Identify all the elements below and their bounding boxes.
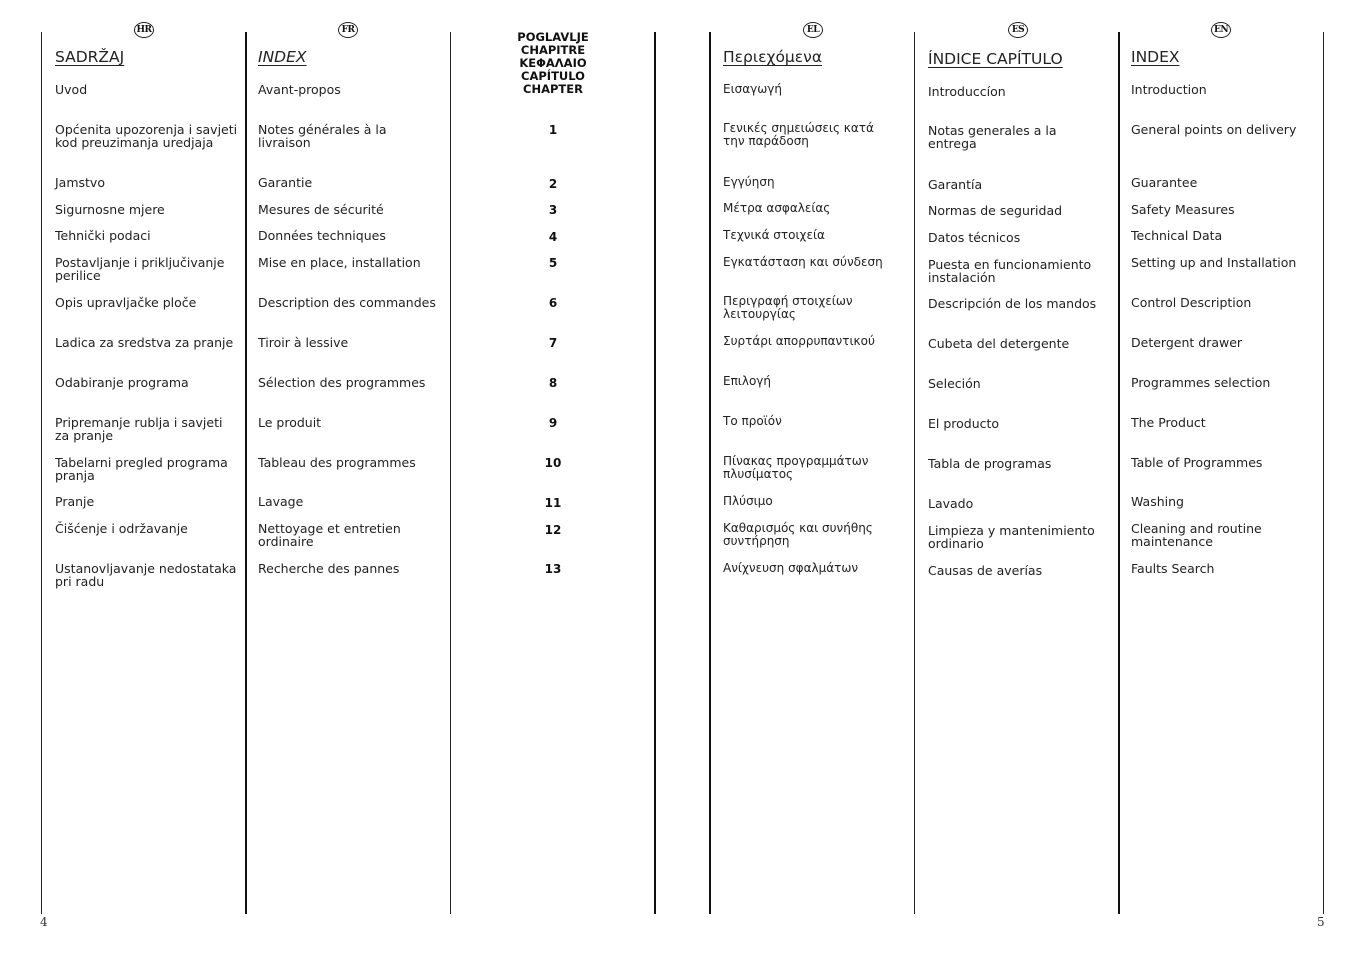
page-title-el: Περιεχόμενα [723, 48, 823, 66]
toc-item[interactable]: Faults Search [1131, 561, 1215, 576]
toc-item[interactable]: Πίνακας προγραμμάτων πλυσίματος [723, 454, 869, 481]
toc-item[interactable]: Programmes selection [1131, 375, 1271, 390]
toc-item[interactable]: Sélection des programmes [258, 375, 426, 390]
column-divider [709, 32, 711, 914]
column-divider [41, 32, 42, 914]
toc-item[interactable]: Notes générales à la livraison [258, 122, 387, 150]
toc-item[interactable]: Επιλογή [723, 374, 772, 388]
page-title-fr: INDEX [258, 48, 307, 66]
chapter-header [503, 31, 603, 96]
toc-item[interactable]: Εισαγωγή [723, 82, 783, 96]
toc-item[interactable]: Tabla de programas [928, 456, 1052, 471]
toc-item[interactable]: Ustanovljavanje nedostataka pri radu [55, 561, 237, 589]
toc-item[interactable]: Le produit [258, 415, 322, 430]
toc-item[interactable]: Postavljanje i priključivanje perilice [55, 255, 225, 283]
chapter-header-line: POGLAVLJE [517, 30, 589, 44]
chapter-header-line: CHAPTER [523, 82, 583, 96]
toc-item[interactable]: Εγκατάσταση και σύνδεση [723, 255, 883, 269]
page-title-hr: SADRŽAJ [55, 48, 125, 66]
toc-item[interactable]: Cleaning and routine maintenance [1131, 521, 1262, 549]
toc-item[interactable]: Το προϊόν [723, 414, 782, 428]
chapter-number: 9 [548, 416, 558, 430]
chapter-number: 3 [548, 203, 558, 217]
toc-item[interactable]: Puesta en funcionamiento instalación [928, 257, 1092, 285]
chapter-header-line: ΚΕΦΑΛΑΙΟ [519, 56, 587, 70]
column-divider [1118, 32, 1120, 914]
chapter-number: 6 [548, 296, 558, 310]
toc-item[interactable]: Tableau des programmes [258, 455, 416, 470]
page-number-right: 5 [1317, 915, 1325, 929]
chapter-number: 8 [548, 376, 558, 390]
toc-item[interactable]: Recherche des pannes [258, 561, 400, 576]
column-divider [654, 32, 656, 914]
toc-item[interactable]: Control Description [1131, 295, 1252, 310]
page-number-left: 4 [40, 915, 48, 929]
toc-item[interactable]: Setting up and Installation [1131, 255, 1297, 270]
toc-item[interactable]: Općenita upozorenja i savjeti kod preuzimanja uredjaja [55, 122, 238, 150]
toc-item[interactable]: Avant-propos [258, 82, 341, 97]
toc-item[interactable]: Uvod [55, 82, 88, 97]
toc-item[interactable]: General points on delivery [1131, 122, 1297, 137]
toc-item[interactable]: Description des commandes [258, 295, 436, 310]
chapter-number: 7 [548, 336, 558, 350]
column-divider [245, 32, 247, 914]
toc-item[interactable]: Mesures de sécurité [258, 202, 384, 217]
toc-item[interactable]: Table of Programmes [1131, 455, 1263, 470]
language-badge-es: ES [1008, 22, 1028, 38]
toc-item[interactable]: Seleción [928, 376, 981, 391]
toc-item[interactable]: Limpieza y mantenimiento ordinario [928, 523, 1095, 551]
toc-item[interactable]: Τεχνικά στοιχεία [723, 228, 825, 242]
toc-item[interactable]: Sigurnosne mjere [55, 202, 165, 217]
toc-item[interactable]: Odabiranje programa [55, 375, 189, 390]
language-badge-fr: FR [338, 22, 358, 38]
toc-item[interactable]: Introduction [1131, 82, 1207, 97]
chapter-number: 11 [544, 496, 562, 510]
toc-item[interactable]: Pripremanje rublja i savjeti za pranje [55, 415, 223, 443]
toc-item[interactable]: Descripción de los mandos [928, 296, 1097, 311]
toc-item[interactable]: Ladica za sredstva za pranje [55, 335, 234, 350]
toc-item[interactable]: Εγγύηση [723, 175, 775, 189]
toc-item[interactable]: Πλύσιμο [723, 494, 773, 508]
toc-item[interactable]: Datos técnicos [928, 230, 1021, 245]
toc-item[interactable]: Washing [1131, 494, 1184, 509]
toc-item[interactable]: Safety Measures [1131, 202, 1235, 217]
language-badge-en: EN [1211, 22, 1231, 38]
language-badge-el: EL [803, 22, 823, 38]
toc-item[interactable]: Introduccíon [928, 84, 1006, 99]
toc-item[interactable]: Καθαρισμός και συνήθης συντήρηση [723, 521, 873, 548]
column-divider [1323, 32, 1324, 914]
toc-item[interactable]: Συρτάρι απορρυπαντικού [723, 334, 875, 348]
chapter-header-line: CHAPITRE [520, 43, 586, 57]
toc-item[interactable]: Normas de seguridad [928, 203, 1063, 218]
chapter-header-line: CAPÍTULO [521, 69, 585, 83]
toc-item[interactable]: Γενικές σημειώσεις κατά την παράδοση [723, 121, 874, 148]
toc-item[interactable]: Lavage [258, 494, 304, 509]
page-title-es: ÍNDICE CAPÍTULO [928, 50, 1063, 68]
toc-item[interactable]: The Product [1131, 415, 1206, 430]
toc-item[interactable]: Nettoyage et entretien ordinaire [258, 521, 401, 549]
toc-item[interactable]: Ανίχνευση σφαλμάτων [723, 561, 859, 575]
toc-item[interactable]: Περιγραφή στοιχείων λειτουργίας [723, 294, 853, 321]
chapter-number: 5 [548, 256, 558, 270]
toc-item[interactable]: El producto [928, 416, 1000, 431]
chapter-number: 2 [548, 177, 558, 191]
column-divider [450, 32, 451, 914]
toc-item[interactable]: Jamstvo [55, 175, 105, 190]
toc-item[interactable]: Garantie [258, 175, 313, 190]
toc-item[interactable]: Données techniques [258, 228, 386, 243]
toc-item[interactable]: Notas generales a la entrega [928, 123, 1057, 151]
chapter-number: 4 [548, 230, 558, 244]
toc-item[interactable]: Opis upravljačke ploče [55, 295, 197, 310]
toc-item[interactable]: Mise en place, installation [258, 255, 421, 270]
toc-item[interactable]: Guarantee [1131, 175, 1198, 190]
chapter-number: 1 [548, 123, 558, 137]
toc-item[interactable]: Cubeta del detergente [928, 336, 1070, 351]
toc-item[interactable]: Tiroir à lessive [258, 335, 349, 350]
toc-item[interactable]: Garantía [928, 177, 983, 192]
toc-item[interactable]: Technical Data [1131, 228, 1223, 243]
language-badge-hr: HR [134, 22, 154, 38]
toc-item[interactable]: Čišćenje i održavanje [55, 521, 188, 536]
toc-item[interactable]: Tabelarni pregled programa pranja [55, 455, 228, 483]
toc-item[interactable]: Pranje [55, 494, 95, 509]
toc-item[interactable]: Tehnički podaci [55, 228, 151, 243]
toc-item[interactable]: Μέτρα ασφαλείας [723, 201, 831, 215]
chapter-number: 10 [544, 456, 562, 470]
toc-item[interactable]: Causas de averías [928, 563, 1043, 578]
chapter-number: 12 [544, 523, 562, 537]
column-divider [914, 32, 915, 914]
chapter-number: 13 [544, 562, 562, 576]
toc-item[interactable]: Lavado [928, 496, 974, 511]
toc-item[interactable]: Detergent drawer [1131, 335, 1243, 350]
page-title-en: INDEX [1131, 48, 1180, 66]
